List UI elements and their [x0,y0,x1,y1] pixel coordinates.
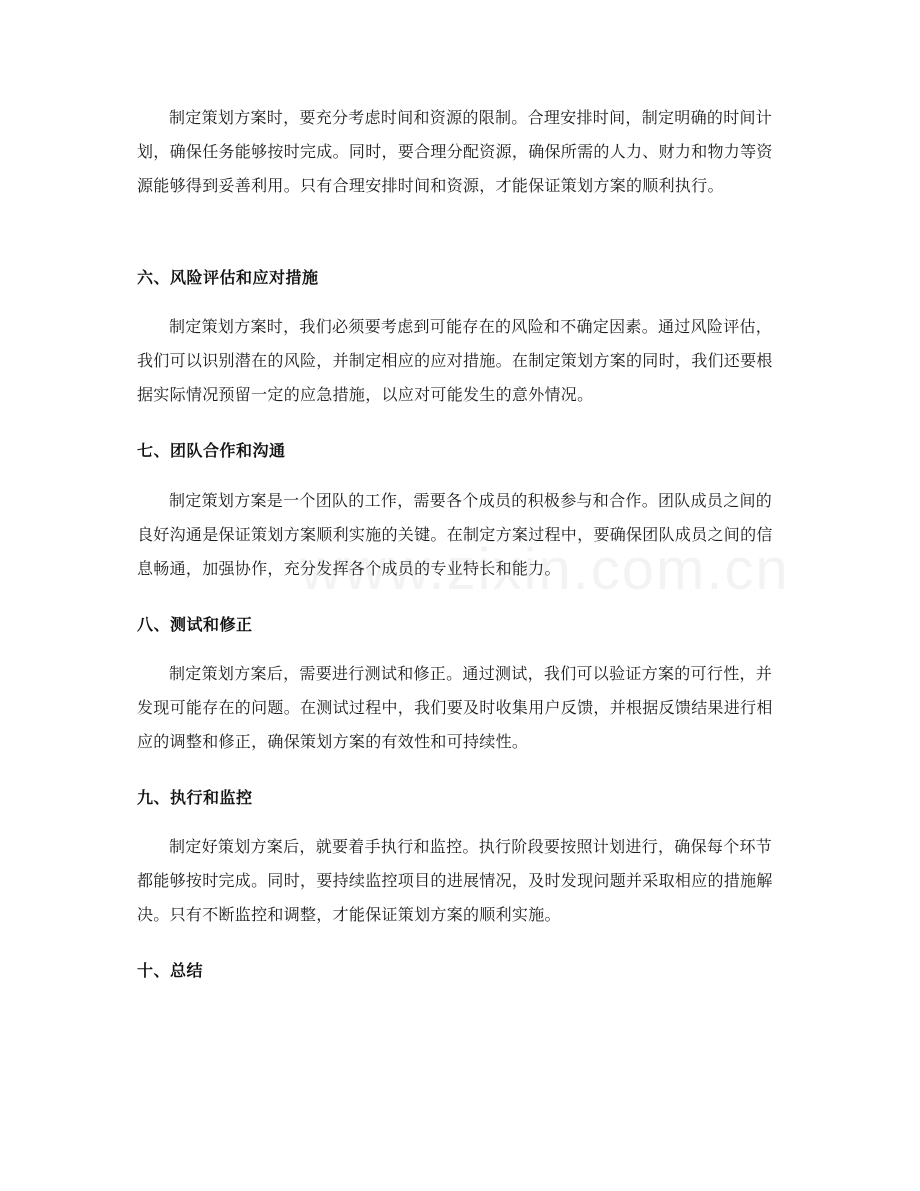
paragraph-testing [137,657,787,759]
paragraph-execution [137,830,787,932]
paragraph-text: 制定好策划方案后，就要着手执行和监控。执行阶段要按照计划进行，确保每个环节都能够按时完成。同时，要持续监控项目的进展情况，及时发现问题并采取相应的措施解决。只有不断监控和调整，才能保证策划方案的顺利实施。 [137,837,773,924]
paragraph-teamwork [137,484,787,586]
paragraph-time-resources [137,101,787,203]
heading-risk-assessment: 六、风险评估和应对措施 [137,268,319,287]
heading-testing: 八、测试和修正 [137,615,253,634]
paragraph-text: 制定策划方案是一个团队的工作，需要各个成员的积极参与和合作。团队成员之间的良好沟通是保证策划方案顺利实施的关键。在制定方案过程中，要确保团队成员之间的信息畅通，加强协作，充分发挥各个成员的专业特长和能力。 [137,491,773,578]
heading-execution: 九、执行和监控 [137,788,253,807]
paragraph-risk-assessment [137,310,787,412]
paragraph-text: 制定策划方案后，需要进行测试和修正。通过测试，我们可以验证方案的可行性，并发现可能存在的问题。在测试过程中，我们要及时收集用户反馈，并根据反馈结果进行相应的调整和修正，确保策划方案的有效性和可持续性。 [137,664,773,751]
heading-summary: 十、总结 [137,961,204,980]
heading-teamwork: 七、团队合作和沟通 [137,441,286,460]
paragraph-text: 制定策划方案时，我们必须要考虑到可能存在的风险和不确定因素。通过风险评估，我们可以识别潜在的风险，并制定相应的应对措施。在制定策划方案的同时，我们还要根据实际情况预留一定的应急措施，以应对可能发生的意外情况。 [137,317,773,404]
paragraph-text: 制定策划方案时，要充分考虑时间和资源的限制。合理安排时间，制定明确的时间计划，确保任务能够按时完成。同时，要合理分配资源，确保所需的人力、财力和物力等资源能够得到妥善利用。只有合理安排时间和资源，才能保证策划方案的顺利执行。 [137,108,773,195]
